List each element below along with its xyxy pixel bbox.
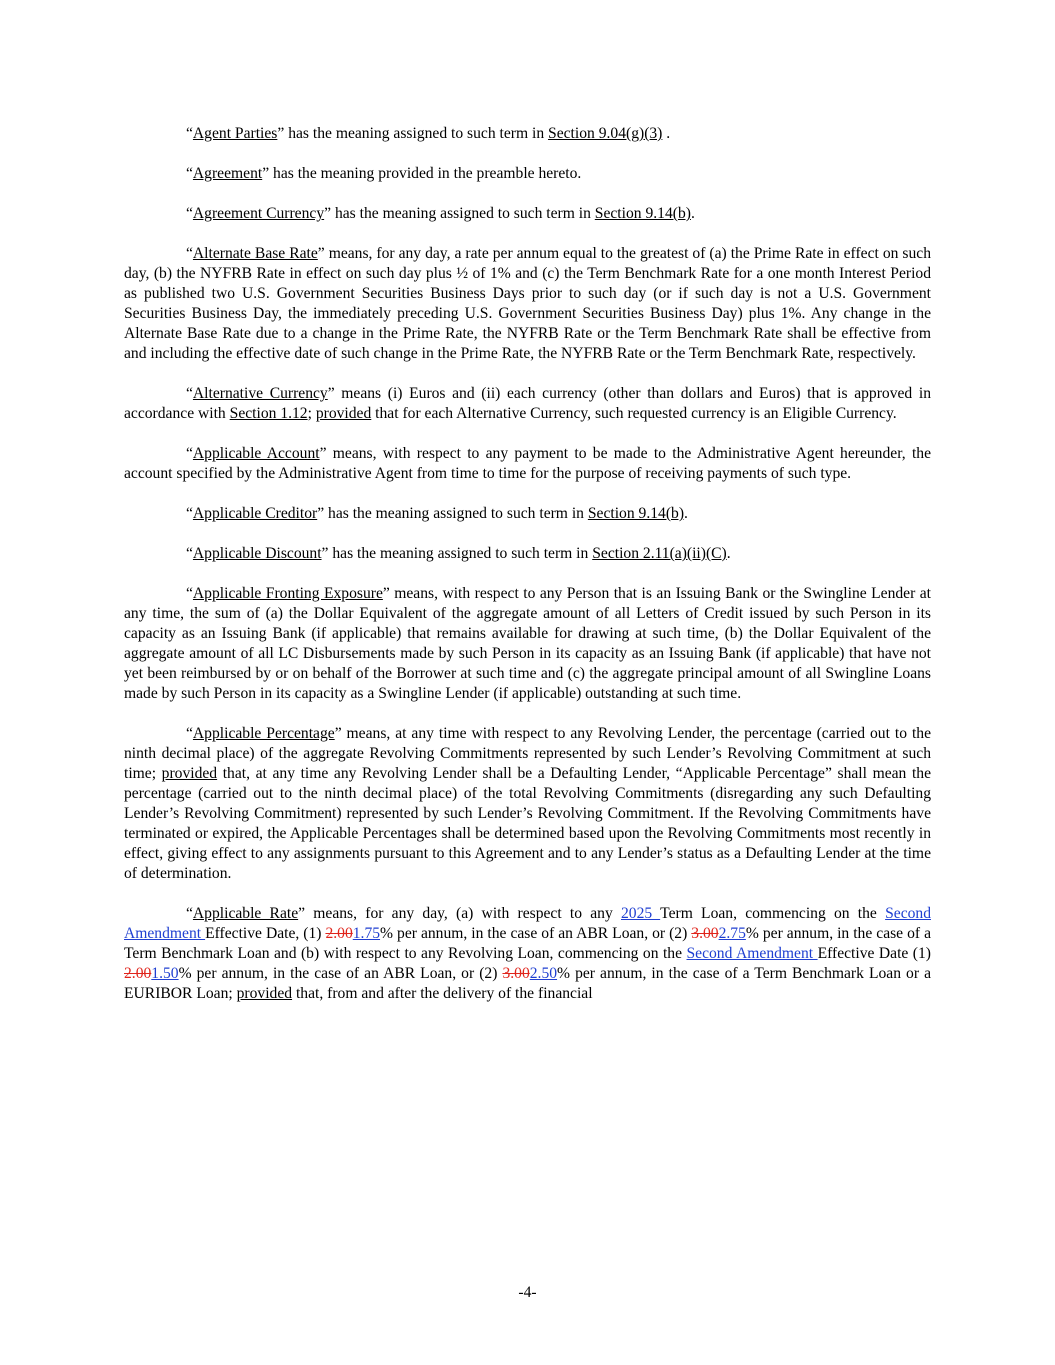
defined-term-reference: provided xyxy=(236,985,293,1002)
definition-applicable-percentage xyxy=(124,724,931,884)
body-text: that, from and after the delivery of the financial xyxy=(292,985,593,1002)
body-text: Effective Date, (1) xyxy=(205,925,326,942)
defined-term-reference: Section 9.14(b) xyxy=(587,505,685,522)
body-text: “ xyxy=(186,505,193,522)
defined-term-reference: Section 9.14(b) xyxy=(594,205,691,222)
defined-term-reference: Alternate Base Rate xyxy=(192,245,318,262)
definition-alternative-currency xyxy=(124,384,931,424)
body-text: . xyxy=(662,125,671,142)
body-text: “ xyxy=(186,725,193,742)
body-text: “ xyxy=(186,245,193,262)
inserted-text: 2.75 xyxy=(718,925,746,942)
body-text: “ xyxy=(186,165,193,182)
definition-agent-parties xyxy=(124,124,931,144)
inserted-text: 1.75 xyxy=(352,925,381,942)
body-text: ” means, for any day, a rate per annum equal to the greatest of (a) the Prime Rate in effect on such day, (b) the NYFRB Rate in effect on such day plus ½ of 1% and (c) the Term Benchmark Rate for a one month Interest Period as published two U.S. Government Securities Business Days prior to such day (or if such day is not a U.S. Government Securities Business Day, the immediately preceding U.S. Government Securities Business Day) plus 1%. Any change in the Alternate Base Rate due to a change in the Prime Rate, the NYFRB Rate or the Term Benchmark Rate shall be effective from and including the effective date of such change in the Prime Rate, the NYFRB Rate or the Term Benchmark Rate, respectively. xyxy=(124,245,931,362)
body-text: . xyxy=(726,545,731,562)
body-text: that, at any time any Revolving Lender shall be a Defaulting Lender, “Applicable Percentage” shall mean the percentage (carried out to the ninth decimal place) of the total Revolving Commitments (disregarding any such Defaulting Lender’s Revolving Commitment) represented by such Lender’s Revolving Commitment. If the Revolving Commitments have terminated or expired, the Applicable Percentages shall be determined based upon the Revolving Commitments most recently in effect, giving effect to any assignments pursuant to this Agreement and to any Lender’s status as a Defaulting Lender at the time of determination. xyxy=(124,765,932,882)
defined-term-reference: Applicable Creditor xyxy=(192,505,318,522)
definition-applicable-account xyxy=(124,444,931,484)
body-text: Term Loan, commencing on the xyxy=(660,905,886,922)
deleted-text: 3.00 xyxy=(691,925,719,942)
body-text: ” means, with respect to any Person that is an Issuing Bank or the Swingline Lender at any time, the sum of (a) the Dollar Equivalent of the aggregate amount of all Letters of Credit issued by such Person in its capacity as an Issuing Bank (if applicable) that remains available for drawing at such time, (b) the Dollar Equivalent of the aggregate amount of all LC Disbursements made by such Person in its capacity as an Issuing Bank (if applicable) that have not yet been reimbursed by or on behalf of the Borrower at such time and (c) the aggregate principal amount of all Swingline Loans made by such Person in its capacity as a Swingline Lender (if applicable) outstanding at such time. xyxy=(124,585,931,702)
body-text: ” means, with respect to any payment to be made to the Administrative Agent hereunder, the account specified by the Administrative Agent from time to time for the purpose of receiving payments of such type. xyxy=(124,445,931,482)
body-text: “ xyxy=(186,125,193,142)
definition-alternate-base-rate xyxy=(124,244,931,364)
defined-term-reference: Section 9.04(g)(3) xyxy=(548,125,663,142)
body-text: “ xyxy=(186,545,193,562)
body-text: ” means, at any time with respect to any Revolving Lender, the percentage (carried out to the ninth decimal place) of the aggregate Revolving Commitments represented by such Lender’s Revolving Commitment at such time; xyxy=(124,725,931,782)
defined-term-reference: Applicable Discount xyxy=(192,545,322,562)
body-text: “ xyxy=(186,905,193,922)
body-text: ” has the meaning provided in the preamble hereto. xyxy=(262,165,582,182)
inserted-text: 2.50 xyxy=(529,965,558,982)
body-text: ” means, for any day, (a) with respect to any xyxy=(298,905,621,922)
body-text: ; xyxy=(307,405,316,422)
defined-term-reference: Applicable Fronting Exposure xyxy=(192,585,383,602)
inserted-text: 2025 xyxy=(621,905,661,922)
deleted-text: 3.00 xyxy=(502,965,530,982)
definition-applicable-rate xyxy=(124,904,931,1004)
body-text: % per annum, in the case of a Term Benchmark Loan or a EURIBOR Loan; xyxy=(124,965,932,1002)
body-text: ” means (i) Euros and (ii) each currency (other than dollars and Euros) that is approved in accordance with xyxy=(124,385,931,422)
defined-term-reference: Agent Parties xyxy=(192,125,278,142)
page-number: -4- xyxy=(518,1284,537,1301)
inserted-text: Second Amendment xyxy=(686,945,818,962)
body-text: % per annum, in the case of a Term Benchmark Loan and (b) with respect to any Revolving Loan, commencing on the xyxy=(124,925,932,962)
defined-term-reference: Applicable Rate xyxy=(192,905,299,922)
definition-agreement-currency xyxy=(124,204,931,224)
definition-applicable-discount xyxy=(124,544,931,564)
body-text: ” has the meaning assigned to such term in xyxy=(321,545,593,562)
body-text: . xyxy=(684,505,688,522)
inserted-text: Second Amendment xyxy=(124,905,931,942)
defined-term-reference: Section 1.12 xyxy=(229,405,308,422)
defined-term-reference: Agreement Currency xyxy=(192,205,325,222)
body-text: % per annum, in the case of an ABR Loan, or (2) xyxy=(380,925,692,942)
body-text: ” has the meaning assigned to such term in xyxy=(277,125,549,142)
deleted-text: 2.00 xyxy=(124,965,152,982)
defined-term-reference: Agreement xyxy=(192,165,263,182)
defined-term-reference: Applicable Account xyxy=(192,445,320,462)
body-text: “ xyxy=(186,585,193,602)
body-text: that for each Alternative Currency, such requested currency is an Eligible Currency. xyxy=(371,405,897,422)
defined-term-reference: Alternative Currency xyxy=(192,385,328,402)
defined-term-reference: provided xyxy=(315,405,372,422)
body-text: ” has the meaning assigned to such term in xyxy=(324,205,595,222)
document-body xyxy=(124,124,931,1024)
body-text: % per annum, in the case of an ABR Loan, or (2) xyxy=(178,965,503,982)
body-text: “ xyxy=(186,385,193,402)
deleted-text: 2.00 xyxy=(325,925,353,942)
defined-term-reference: Section 2.11(a)(ii)(C) xyxy=(592,545,727,562)
defined-term-reference: provided xyxy=(161,765,218,782)
definition-applicable-fronting-exposure xyxy=(124,584,931,704)
body-text: “ xyxy=(186,445,193,462)
body-text: . xyxy=(690,205,695,222)
body-text: Effective Date (1) xyxy=(817,945,931,962)
definition-applicable-creditor xyxy=(124,504,931,524)
defined-term-reference: Applicable Percentage xyxy=(192,725,335,742)
body-text: “ xyxy=(186,205,193,222)
definition-agreement xyxy=(124,164,931,184)
body-text: ” has the meaning assigned to such term in xyxy=(317,505,588,522)
inserted-text: 1.50 xyxy=(151,965,179,982)
